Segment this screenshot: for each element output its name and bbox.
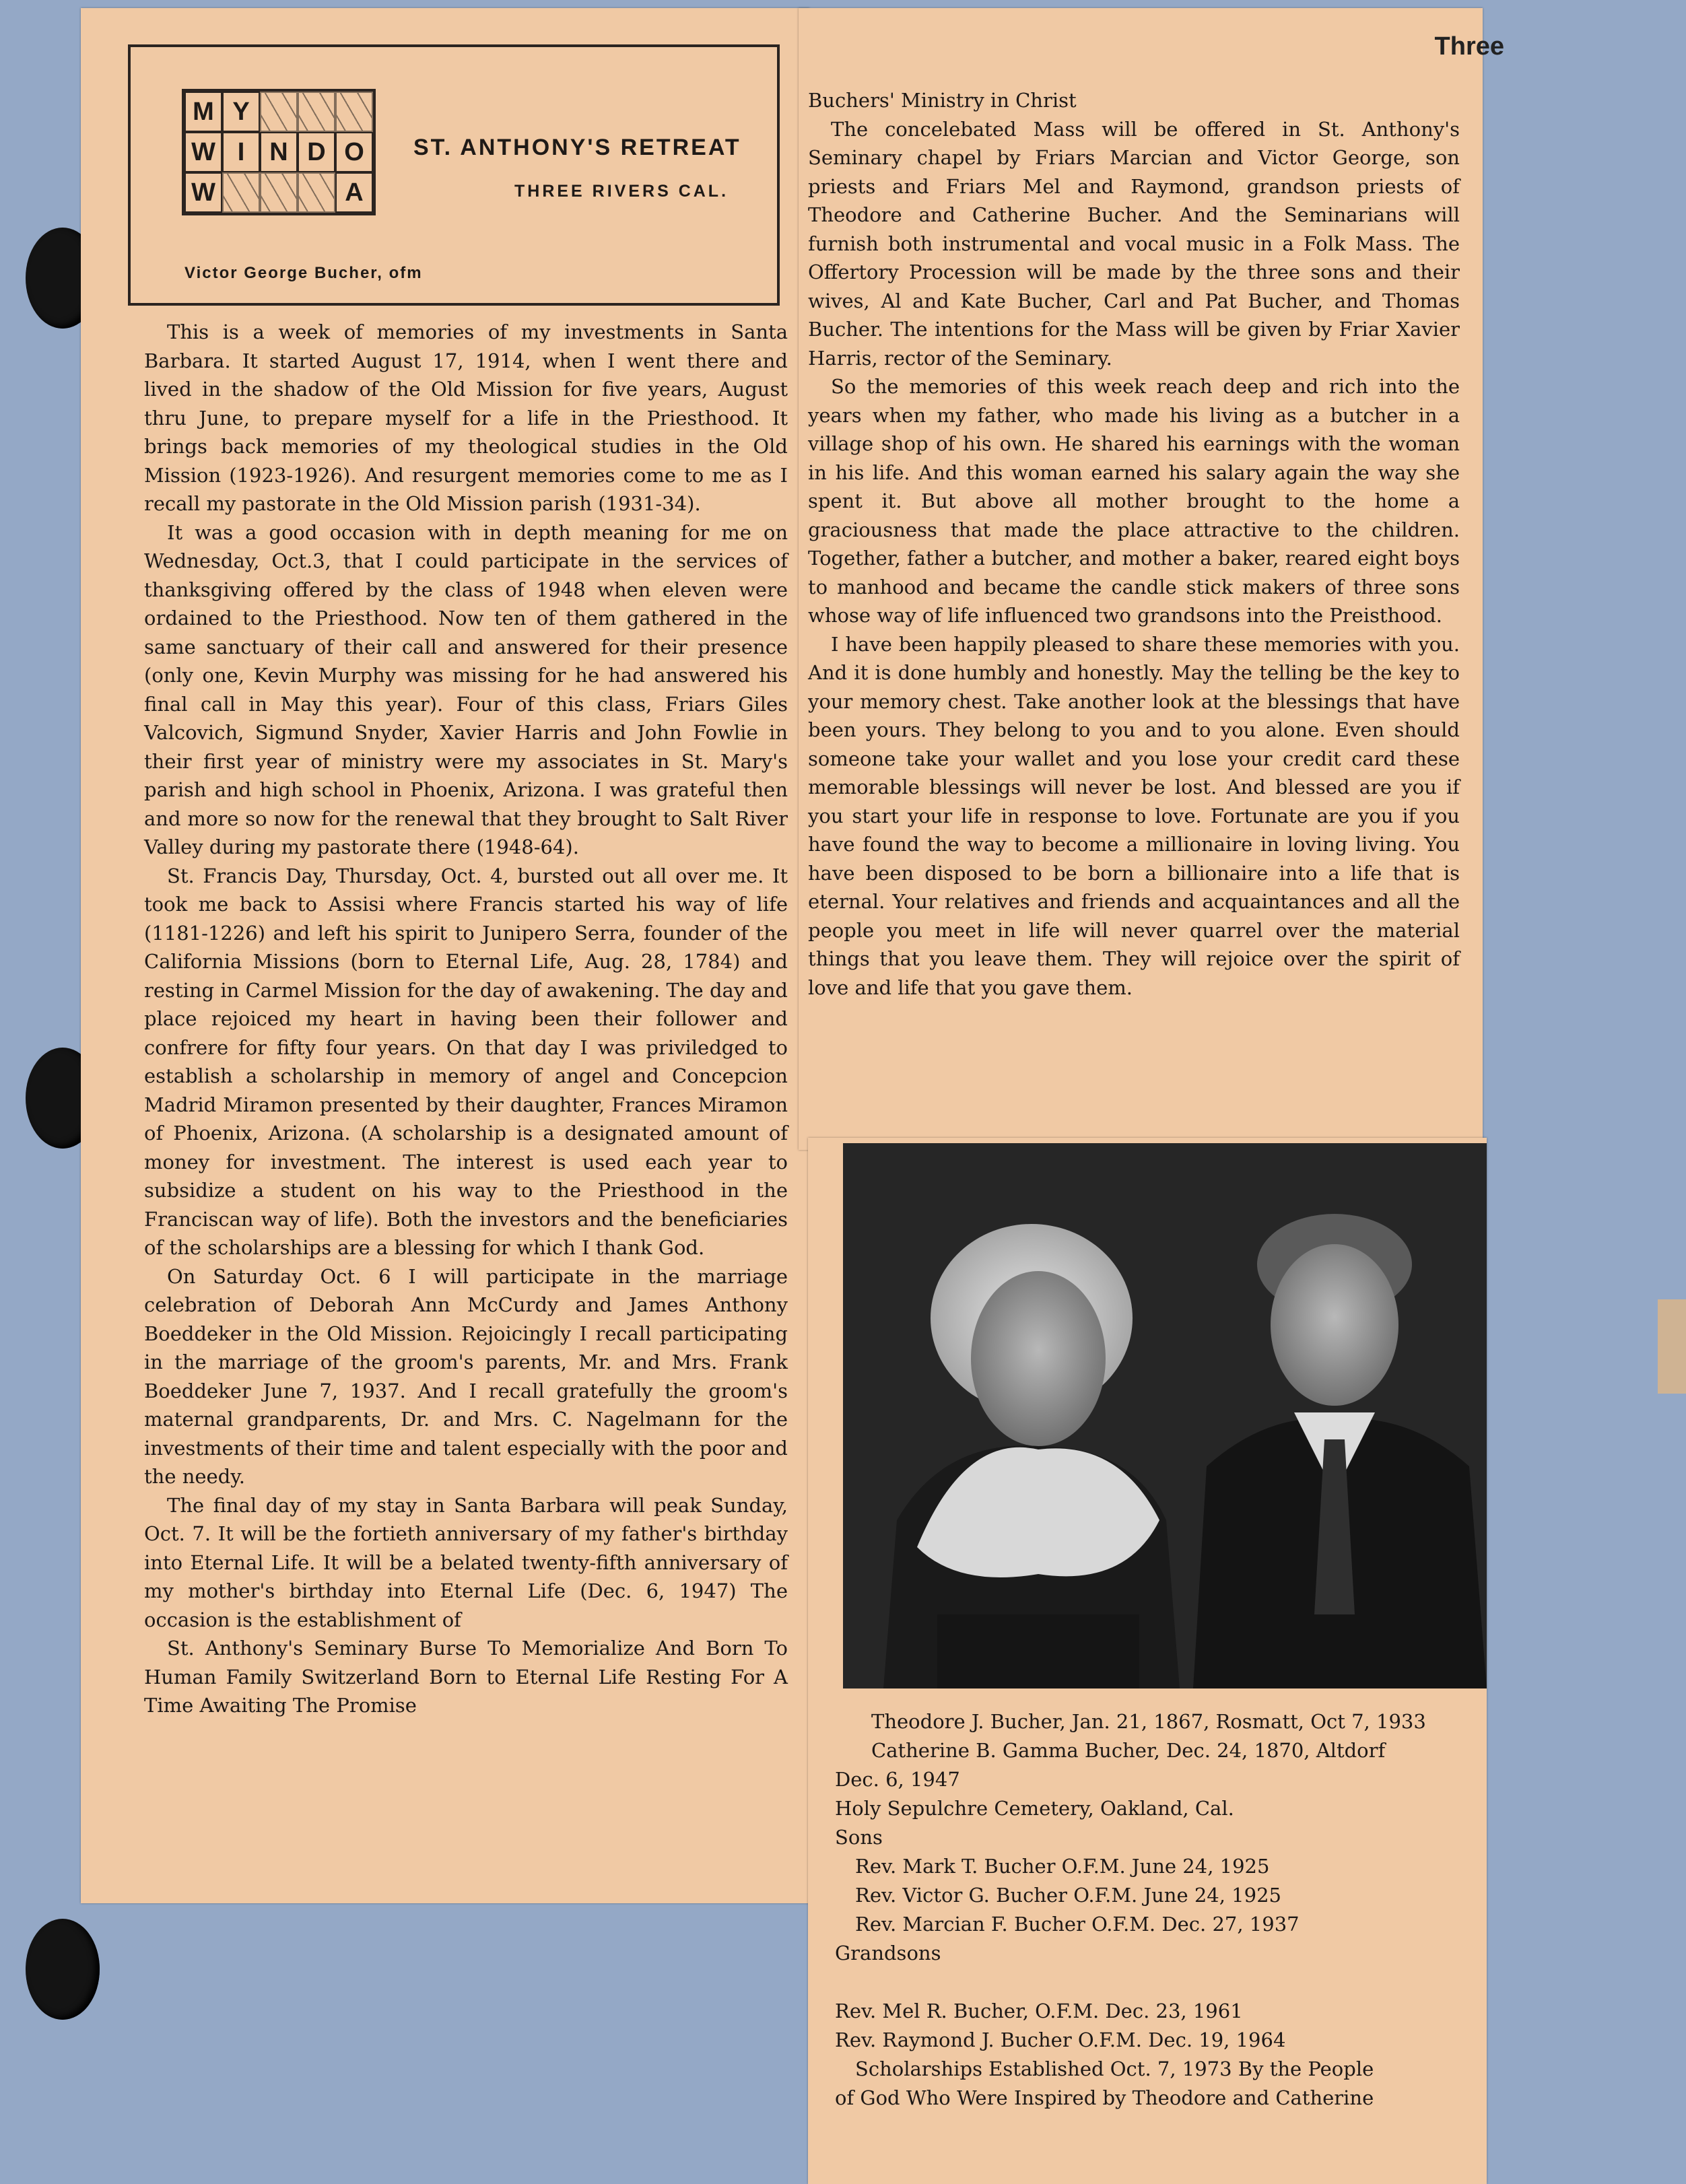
- logo-cell: O: [335, 132, 373, 172]
- paragraph: St. Anthony's Seminary Burse To Memorialize And Born To Human Family Switzerland Born to Eternal Life Resting For A Time Awaiting The Promise: [144, 1637, 788, 1717]
- column-location: THREE RIVERS CAL.: [514, 182, 729, 201]
- logo-cell: W: [184, 172, 222, 213]
- paragraph: The concelebated Mass will be offered in St. Anthony's Seminary chapel by Friars Marcian and Victor George, son priests and Friars Mel and Raymond, grandson priests of Theodore and Catherine Bucher. And the Seminarians will furnish both instrumental and vocal music in a Folk Mass. The Offertory Procession will be made by the three sons and their wives, Al and Kate Bucher, Carl and Pat Bucher, and Thomas Bucher. The intentions for the Mass will be given by Friar Xavier Harris, rector of the Seminary.: [808, 117, 1460, 370]
- son-entry: Rev. Marcian F. Bucher O.F.M. Dec. 27, 1937: [855, 1913, 1300, 1936]
- son-entry: Rev. Mark T. Bucher O.F.M. June 24, 1925: [855, 1855, 1270, 1878]
- logo-cell: A: [335, 172, 373, 213]
- paragraph: So the memories of this week reach deep and rich into the years when my father, who made his living as a butcher in a village shop of his own. He shared his earnings with the woman in his life. And this woman earned his salary again the way she spent it. But above all mother brought to the home a graciousness that made the place attractive to the children. Together, father a butcher, and mother a baker, reared eight boys to manhood and became the candle stick makers of three sons whose way of life influenced two grandsons into the Preisthood.: [808, 375, 1460, 627]
- byline: Victor George Bucher, ofm: [184, 264, 423, 282]
- caption-line: Catherine B. Gamma Bucher, Dec. 24, 1870, Altdorf: [871, 1739, 1386, 1762]
- logo-cell: D: [298, 132, 335, 172]
- left-column: [144, 318, 788, 1720]
- tape-mark-right: [1658, 1299, 1686, 1394]
- logo-cell-hatched: [260, 92, 298, 132]
- logo-cell: I: [222, 132, 260, 172]
- page-number: Three: [1434, 32, 1504, 61]
- portrait-illustration: [843, 1143, 1487, 1688]
- logo-cell: M: [184, 92, 222, 132]
- paragraph: On Saturday Oct. 6 I will participate in the marriage celebration of Deborah Ann McCurdy and James Anthony Boeddeker in the Old Mission. Rejoicingly I recall participating in the marriage of the groom's parents, Mr. and Mrs. Frank Boeddeker June 7, 1937. And I recall gratefully the groom's maternal grandparents, Dr. and Mrs. C. Nagelmann for the investments of their time and talent especially with the poor and the needy.: [144, 1264, 788, 1488]
- portrait-photo: [843, 1143, 1487, 1688]
- paragraph: It was a good occasion with in depth meaning for me on Wednesday, Oct.3, that I could participate in the services of thanksgiving offered by the class of 1948 when eleven were ordained to the Priesthood. Now ten of them gathered in the same sanctuary of their call and answered for their presence (only one, Kevin Murphy was missing for he had answered his final call in May this year). Four of this class, Friars Giles Valcovich, Sigmund Snyder, Xavier Harris and John Fowlie in their first year of ministry were my associates in St. Mary's parish and high school in Phoenix, Arizona. I was grateful then and more so now for the renewal that they brought to Salt River Valley during my pastorate there (1948-64).: [144, 520, 788, 858]
- logo-cell-hatched: [260, 172, 298, 213]
- paragraph: St. Francis Day, Thursday, Oct. 4, bursted out all over me. It took me back to Assisi where Francis started his way of life (1181-1226) and left his spirit to Junipero Serra, founder of the California Missions (born to Eternal Life, Aug. 28, 1784) and resting in Carmel Mission for the day of awakening. The day and place rejoiced my heart in having been their follower and confrere for fifty four years. On that day I was priviledged to establish a scholarship in memory of angel and Concepcion Madrid Miramon presented by their daughter, Frances Miramon of Phoenix, Arizona. (A scholarship is a designated amount of money for investment. The interest is used each year to subsidize a student on his way to the Priesthood in the Franciscan way of life). Both the investors and the beneficiaries of the scholarships are a blessing for which I thank God.: [144, 864, 788, 1259]
- caption-line: Sons: [835, 1826, 883, 1849]
- logo-cell-hatched: [335, 92, 373, 132]
- logo-cell-hatched: [222, 172, 260, 213]
- caption-line: Scholarships Established Oct. 7, 1973 By the People: [855, 2057, 1374, 2080]
- my-window-at-logo: [182, 89, 376, 215]
- logo-cell-hatched: [298, 172, 335, 213]
- grandson-entry: Rev. Mel R. Bucher, O.F.M. Dec. 23, 1961: [835, 2000, 1243, 2022]
- caption-line: Grandsons: [835, 1942, 941, 1965]
- grandson-entry: Rev. Raymond J. Bucher O.F.M. Dec. 19, 1964: [835, 2028, 1286, 2051]
- paragraph: The final day of my stay in Santa Barbara will peak Sunday, Oct. 7. It will be the fortieth anniversary of my father's birthday into Eternal Life. It will be a belated twenty-fifth anniversary of my mother's birthday into Eternal Life (Dec. 6, 1947) The occasion is the establishment of: [144, 1493, 788, 1631]
- column-masthead: [128, 44, 780, 306]
- binder-hole-bottom: [26, 1919, 100, 2020]
- paragraph: I have been happily pleased to share these memories with you. And it is done humbly and honestly. May the telling be the key to your memory chest. Take another look at the blessings that have been yours. They belong to you and to you alone. Even should someone take your wallet and you lose your credit card these memorable blessings will never be lost. And blessed are you if you start your life in response to love. Fortunate are you if you have found the way to become a millionaire in loving living. You have been disposed to be born a billionaire into a life that is eternal. Your relatives and friends and acquaintances and all the people you meet in life will never quarrel over the material things that you leave them. They will rejoice over the spirit of love and life that you gave them.: [808, 632, 1460, 999]
- paragraph: This is a week of memories of my investments in Santa Barbara. It started August 17, 1914, when I went there and lived in the shadow of the Old Mission for five years, August thru June, to prepare myself for a life in the Priesthood. It brings back memories of my theological studies in the Old Mission (1923-1926). And resurgent memories come to me as I recall my pastorate in the Old Mission parish (1931-34).: [144, 320, 788, 515]
- son-entry: Rev. Victor G. Bucher O.F.M. June 24, 1925: [855, 1884, 1281, 1907]
- logo-cell-hatched: [298, 92, 335, 132]
- logo-cell: W: [184, 132, 222, 172]
- logo-cell: Y: [222, 92, 260, 132]
- caption-line: Theodore J. Bucher, Jan. 21, 1867, Rosmatt, Oct 7, 1933: [871, 1710, 1426, 1733]
- caption-line: Holy Sepulchre Cemetery, Oakland, Cal.: [835, 1797, 1234, 1820]
- right-column: [808, 86, 1460, 1002]
- column-title: ST. ANTHONY'S RETREAT: [413, 135, 741, 160]
- section-heading: Buchers' Ministry in Christ: [808, 89, 1077, 112]
- caption-line: Dec. 6, 1947: [835, 1768, 960, 1791]
- caption-line: of God Who Were Inspired by Theodore and Catherine: [835, 2086, 1374, 2109]
- photo-caption: [835, 1707, 1481, 2113]
- logo-cell: N: [260, 132, 298, 172]
